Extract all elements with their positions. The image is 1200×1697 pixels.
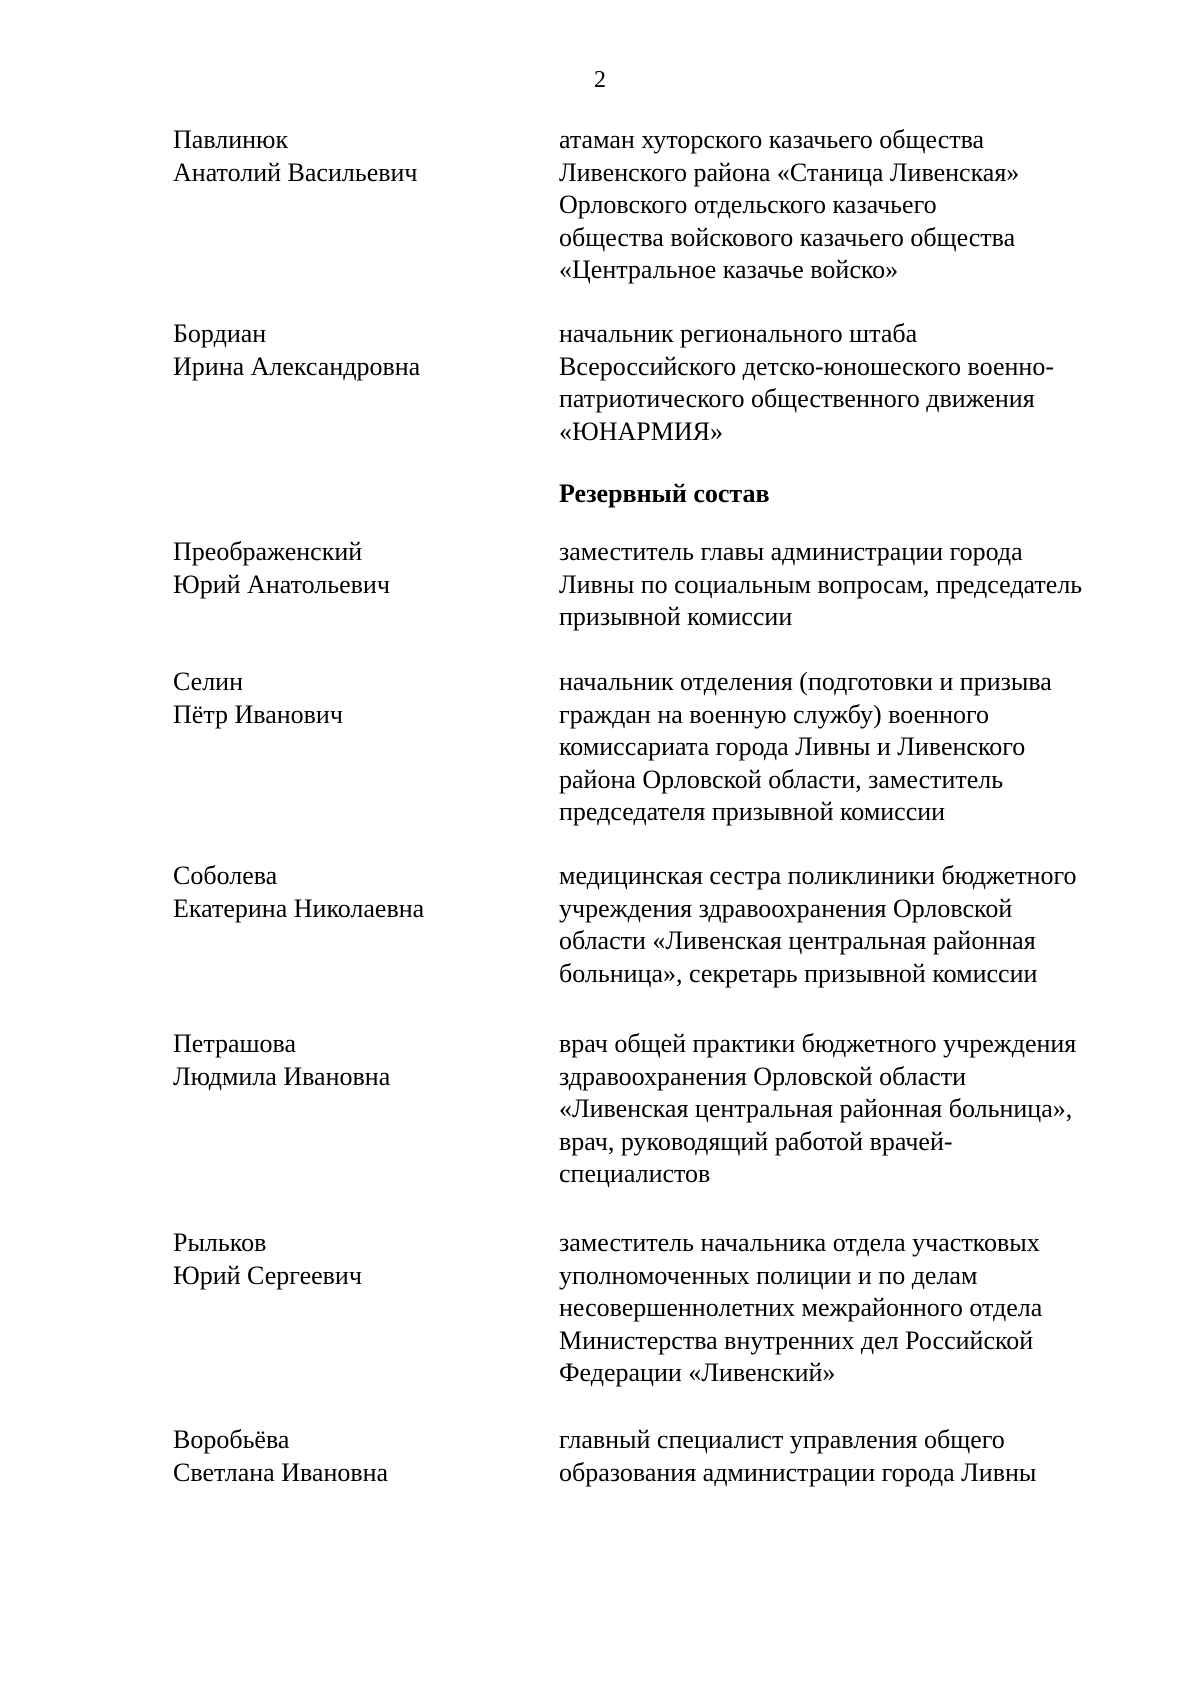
member-name: [173, 1028, 543, 1093]
member-surname: Преображенский: [173, 537, 363, 566]
role-line: области «Ливенская центральная районная: [559, 926, 1036, 955]
role-line: больница», секретарь призывной комиссии: [559, 958, 1038, 988]
role-line: атаман хуторского казачьего общества: [559, 125, 985, 154]
member-role: [559, 666, 1133, 829]
role-line: Министерства внутренних дел Российской: [559, 1325, 1034, 1355]
member-given-names: Юрий Сергеевич: [173, 1260, 362, 1290]
role-line: Ливенского района «Станица Ливенская»: [559, 157, 1020, 187]
role-line: начальник отделения (подготовки и призыва: [559, 667, 1052, 696]
member-name: [173, 1424, 543, 1489]
member-given-names: Людмила Ивановна: [173, 1061, 391, 1091]
role-line: начальник регионального штаба: [559, 319, 918, 348]
role-line: общества войскового казачьего общества: [559, 222, 1016, 252]
role-line: призывной комиссии: [559, 602, 793, 631]
page-number: 2: [594, 67, 606, 93]
role-line: комиссариата города Ливны и Ливенского: [559, 732, 1026, 761]
member-role: [559, 860, 1133, 990]
role-line: специалистов: [559, 1159, 711, 1188]
member-surname: Петрашова: [173, 1029, 297, 1058]
role-line: председателя призывной комиссии: [559, 797, 946, 826]
role-line: «Ливенская центральная районная больница»,: [559, 1094, 1073, 1123]
role-line: медицинская сестра поликлиники бюджетного: [559, 861, 1077, 890]
member-surname: Селин: [173, 667, 244, 696]
member-surname: Воробьёва: [173, 1425, 290, 1454]
role-line: уполномоченных полиции и по делам: [559, 1260, 978, 1290]
member-surname: Рыльков: [173, 1228, 267, 1257]
role-line: заместитель начальника отдела участковых: [559, 1228, 1040, 1257]
member-given-names: Пётр Иванович: [173, 699, 343, 729]
section-heading-reserve: Резервный состав: [559, 479, 770, 508]
member-given-names: Юрий Анатольевич: [173, 569, 390, 599]
role-line: заместитель главы администрации города: [559, 537, 1023, 566]
role-line: врач общей практики бюджетного учреждения: [559, 1029, 1077, 1058]
role-line: несовершеннолетних межрайонного отдела: [559, 1293, 1043, 1322]
role-line: образования администрации города Ливны: [559, 1457, 1037, 1487]
member-name: [173, 860, 543, 925]
role-line: «Центральное казачье войско»: [559, 255, 899, 284]
member-role: [559, 124, 1133, 287]
role-line: «ЮНАРМИЯ»: [559, 416, 723, 446]
member-name: [173, 124, 543, 189]
member-surname: Соболева: [173, 861, 278, 890]
member-name: [173, 536, 543, 601]
member-role: [559, 318, 1133, 448]
member-name: [173, 1227, 543, 1292]
member-given-names: Ирина Александровна: [173, 351, 421, 381]
member-role: [559, 1424, 1133, 1489]
member-role: [559, 536, 1133, 634]
member-surname: Павлинюк: [173, 125, 289, 154]
role-line: врач, руководящий работой врачей-: [559, 1126, 953, 1156]
member-given-names: Анатолий Васильевич: [173, 157, 418, 187]
role-line: граждан на военную службу) военного: [559, 699, 990, 729]
role-line: здравоохранения Орловской области: [559, 1061, 967, 1091]
role-line: главный специалист управления общего: [559, 1425, 1005, 1454]
role-line: Всероссийского детско-юношеского военно-: [559, 351, 1054, 381]
role-line: района Орловской области, заместитель: [559, 764, 1004, 794]
role-line: учреждения здравоохранения Орловской: [559, 893, 1013, 923]
member-surname: Бордиан: [173, 319, 267, 348]
member-name: [173, 666, 543, 731]
member-name: [173, 318, 543, 383]
role-line: Ливны по социальным вопросам, председатель: [559, 569, 1083, 599]
role-line: Орловского отдельского казачьего: [559, 190, 937, 219]
member-given-names: Светлана Ивановна: [173, 1457, 389, 1487]
role-line: патриотического общественного движения: [559, 384, 1035, 413]
member-given-names: Екатерина Николаевна: [173, 893, 425, 923]
member-role: [559, 1227, 1133, 1390]
member-role: [559, 1028, 1133, 1191]
role-line: Федерации «Ливенский»: [559, 1358, 836, 1387]
